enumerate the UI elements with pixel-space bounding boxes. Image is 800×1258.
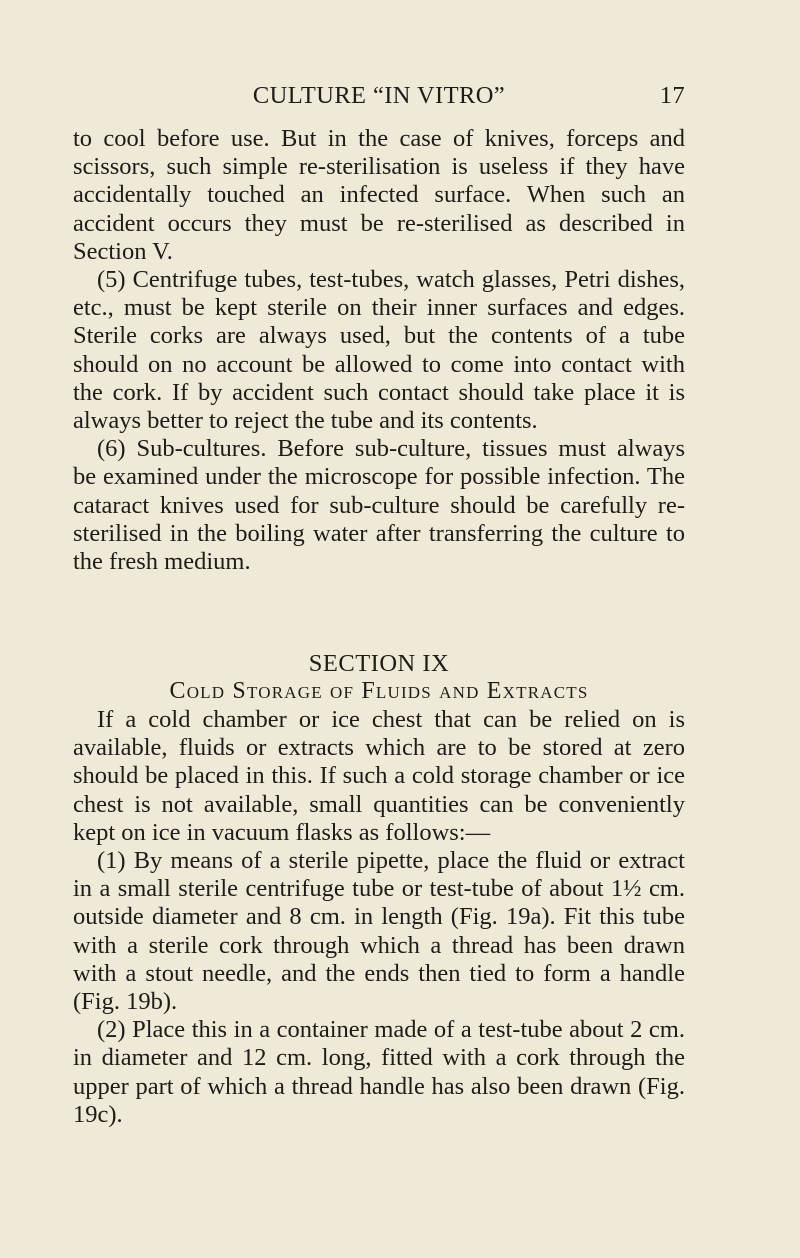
- running-head: [73, 82, 685, 114]
- body-text-top: [73, 125, 685, 576]
- page-number: 17: [659, 82, 685, 109]
- running-title: CULTURE “IN VITRO”: [252, 82, 506, 109]
- body-text-bottom: [73, 706, 685, 1129]
- paragraph: (2) Place this in a container made of a test-tube about 2 cm. in diameter and 12 cm. long, fitted with a cork through the upper part of which a thread handle has also been drawn (Fig. 19c).: [73, 1016, 685, 1128]
- section-subheading: Cold Storage of Fluids and Extracts: [169, 678, 589, 704]
- paragraph: (5) Centrifuge tubes, test-tubes, watch glasses, Petri dishes, etc., must be kept sterile on their inner surfaces and edges. Sterile corks are always used, but the contents of a tube should on no account be allowed to come into contact with the cork. If by accident such contact should take place it is always better to reject the tube and its contents.: [73, 266, 685, 435]
- paragraph: If a cold chamber or ice chest that can be relied on is available, fluids or extracts which are to be stored at zero should be placed in this. If such a cold storage chamber or ice chest is not available, small quantities can be conveniently kept on ice in vacuum flasks as follows:—: [73, 706, 685, 846]
- paragraph: (1) By means of a sterile pipette, place the fluid or extract in a small sterile centrifuge tube or test-tube of about 1½ cm. outside diameter and 8 cm. in length (Fig. 19a). Fit this tube with a sterile cork through which a thread has been drawn with a stout needle, and the ends then tied to form a handle (Fig. 19b).: [73, 847, 685, 1016]
- paragraph: (6) Sub-cultures. Before sub-culture, tissues must always be examined under the microscope for possible infection. The cataract knives used for sub-culture should be carefully re-sterilised in the boiling water after transferring the culture to the fresh medium.: [73, 435, 685, 576]
- paragraph: to cool before use. But in the case of knives, forceps and scissors, such simple re-sterilisation is useless if they have accidentally touched an infected surface. When such an accident occurs they must be re-sterilised as described in Section V.: [73, 125, 685, 265]
- section-heading: SECTION IX: [308, 650, 450, 677]
